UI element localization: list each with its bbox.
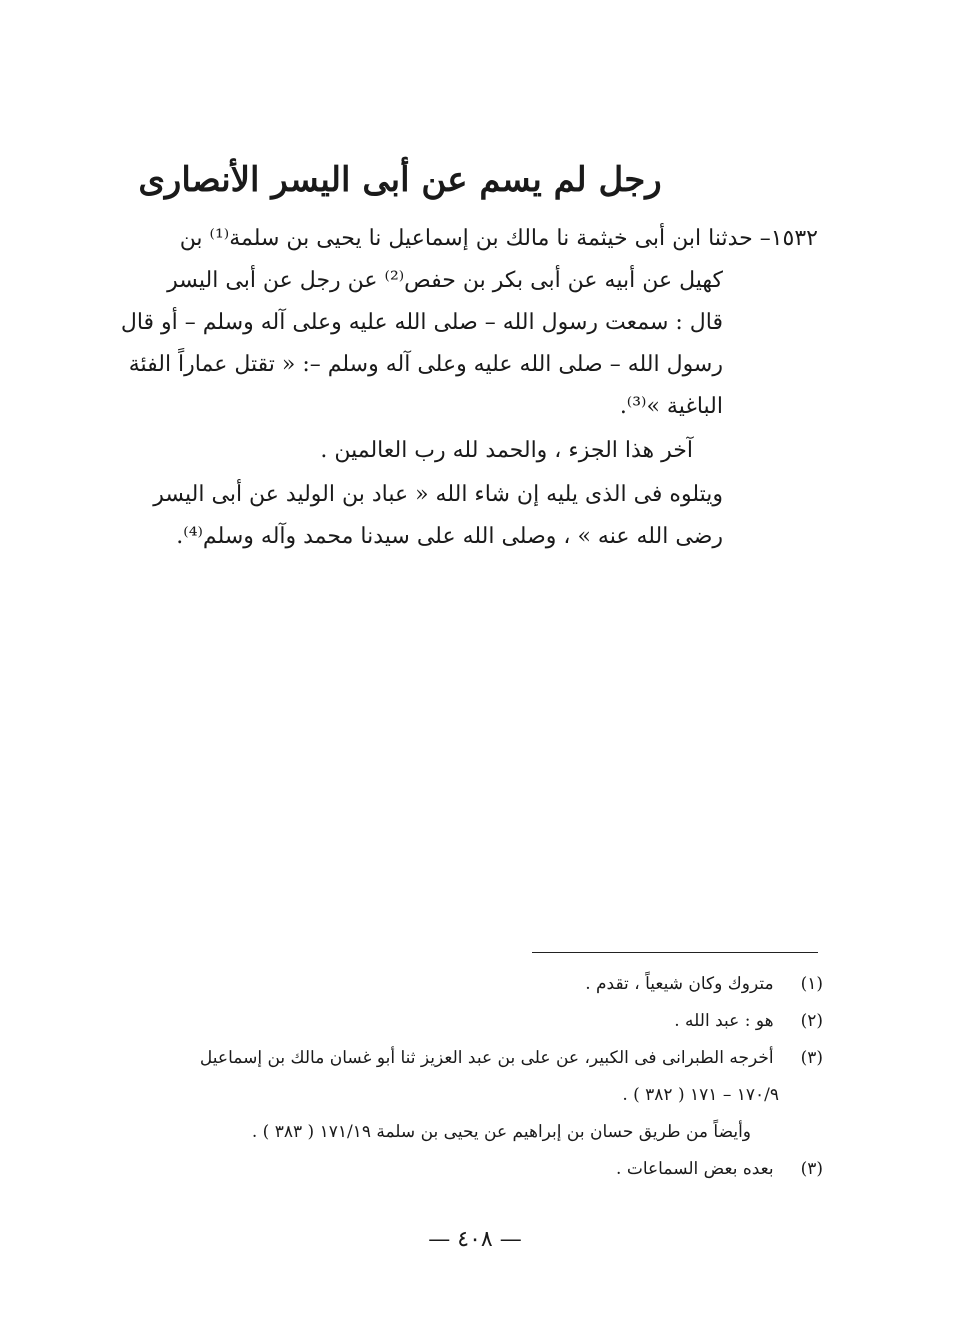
footnote-text: ١٧٠/٩ – ١٧١ ( ٣٨٢ ) .: [622, 1085, 779, 1105]
footnote-text: وأيضاً من طريق حسان بن إبراهيم عن يحيى بن سلمة ١٧١/١٩ ( ٣٨٣ ) .: [251, 1122, 751, 1142]
page-number: — ٤٠٨ —: [428, 1227, 522, 1252]
footnote-text: بعده بعض السماعات .: [616, 1159, 774, 1179]
text-line: قال : سمعت رسول الله – صلى الله عليه وعلى آله وسلم – أو قال: [120, 310, 723, 335]
closing-line: آخر هذا الجزء ، والحمد لله رب العالمين .: [320, 438, 693, 463]
text-line: كهيل عن أبيه عن أبى بكر بن حفص⁽²⁾ عن رجل عن أبى اليسر: [167, 268, 723, 293]
text-line: ١٥٣٢– حدثنا ابن أبى خيثمة نا مالك بن إسماعيل نا يحيى بن سلمة⁽¹⁾ بن: [179, 226, 818, 251]
footnote-1: [118, 966, 823, 1003]
footnote-number: (٢): [800, 1011, 823, 1031]
footnote-number: (٣): [800, 1159, 823, 1179]
footnote-4: [118, 1151, 823, 1188]
text-line: رضى الله عنه » ، وصلى الله على سيدنا محمد وآله وسلم⁽⁴⁾.: [176, 524, 723, 549]
footnote-number: (١): [800, 974, 823, 994]
footnotes: [118, 966, 823, 1188]
footnote-number: (٣): [800, 1048, 823, 1068]
text-line: ويتلوه فى الذى يليه إن شاء الله « عباد بن الوليد عن أبى اليسر: [153, 482, 723, 507]
text-line: رسول الله – صلى الله عليه وعلى آله وسلم –: « تقتل عماراً الفئة: [128, 352, 723, 377]
text-line: الباغية »⁽³⁾.: [619, 394, 723, 419]
section-heading: رجل لم يسم عن أبى اليسر الأنصارى: [138, 160, 662, 200]
footnote-3: [118, 1040, 823, 1077]
footnote-text: أخرجه الطبرانى فى الكبير، عن على بن عبد العزيز ثنا أبو غسان مالك بن إسماعيل: [199, 1048, 774, 1068]
hadith-text: [118, 218, 818, 558]
footnote-text: هو : عبد الله .: [674, 1011, 774, 1031]
footnote-2: [118, 1003, 823, 1040]
footnote-text: متروك وكان شيعياً ، تقدم .: [585, 974, 774, 994]
footnote-divider: [532, 952, 818, 953]
